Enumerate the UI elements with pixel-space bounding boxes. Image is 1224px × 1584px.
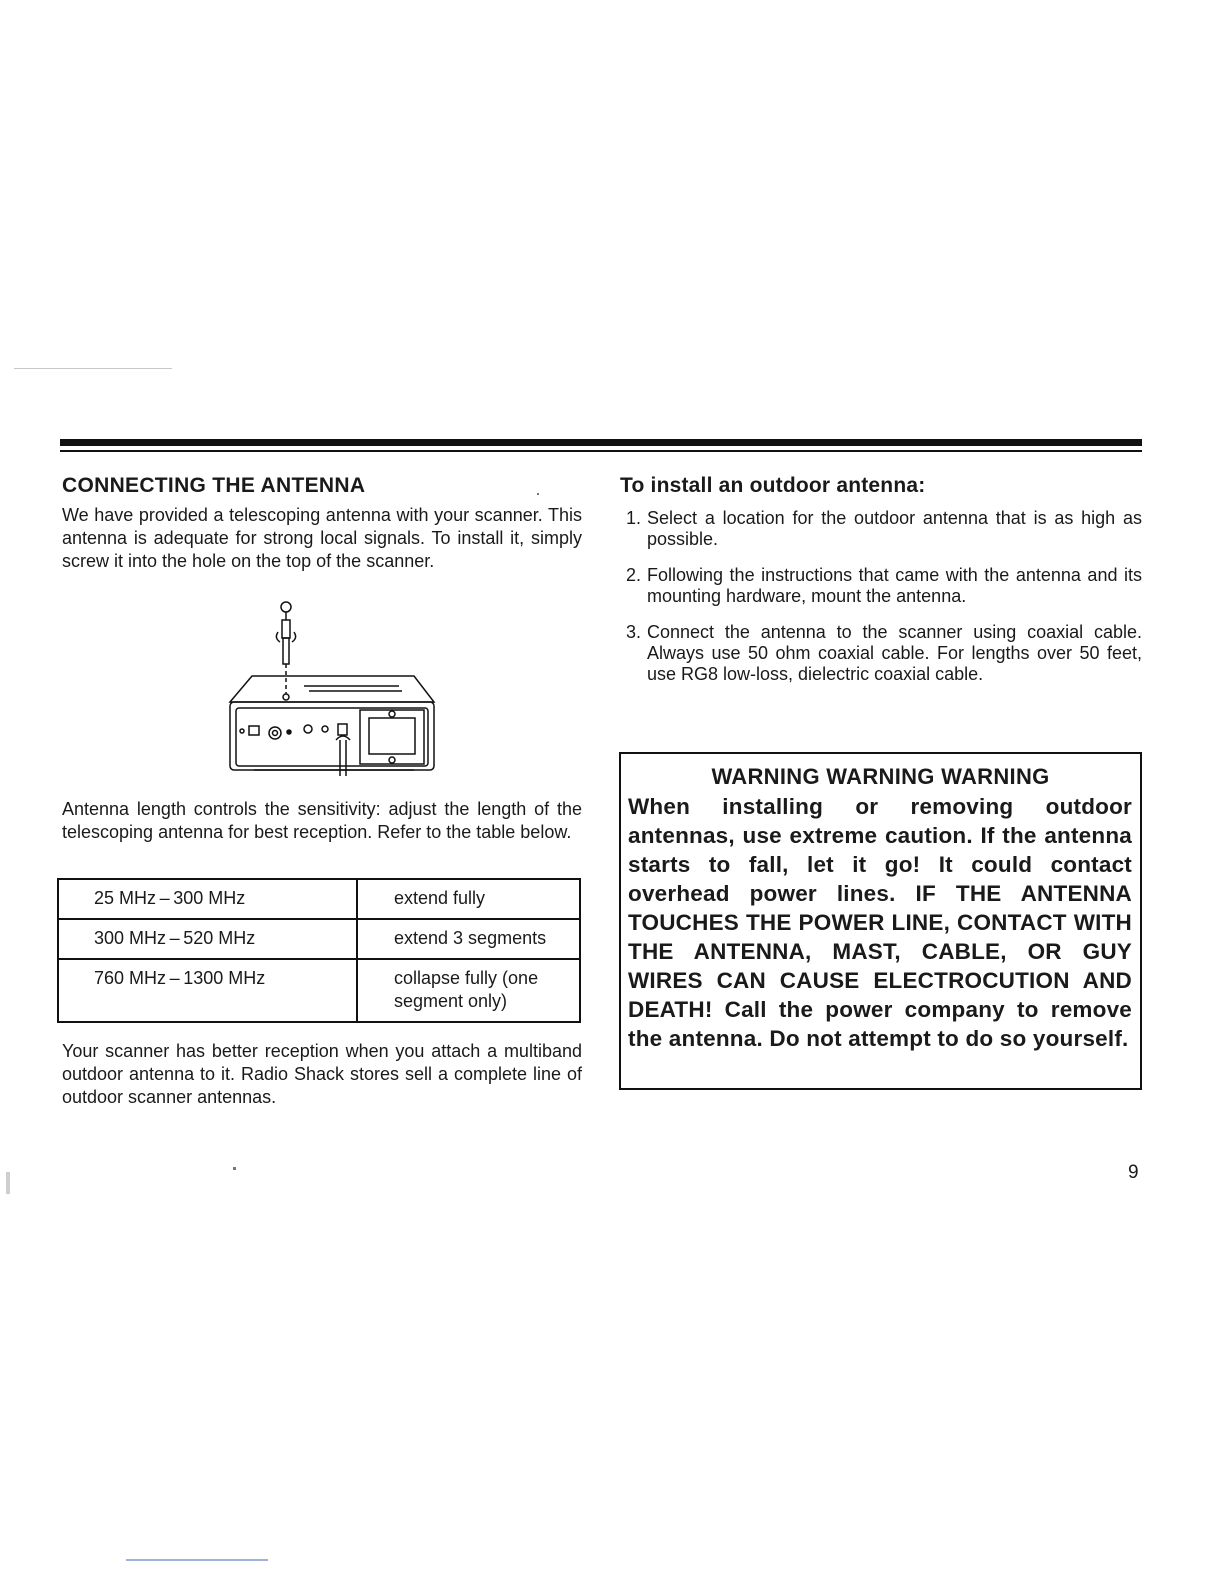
warning-body: When installing or removing outdoor antennas, use extreme caution. If the antenna starts to fall, let it go! It could contact overhead power lines. IF THE ANTENNA TOUCHES THE POWER LINE, CONTACT WITH THE ANTENNA, MAST, CABLE, OR GUY WIRES CAN CAUSE ELECTROCUTION AND DEATH! Call the power company to remove the antenna. Do not attempt to do so yourself.	[628, 794, 1132, 1051]
header-rule-thick	[60, 439, 1142, 446]
scanner-antenna-illustration	[224, 598, 440, 780]
header-rule-thin	[60, 450, 1142, 452]
frequency-range-cell: 25 MHz – 300 MHz	[58, 879, 357, 919]
warning-box	[619, 752, 1142, 1090]
scan-artifact-line	[14, 368, 172, 369]
step-number: 1.	[626, 508, 642, 528]
scan-speck	[233, 1167, 236, 1170]
frequency-range-cell: 300 MHz – 520 MHz	[58, 919, 357, 959]
step-text: Connect the antenna to the scanner using coaxial cable. Always use 50 ohm coaxial cable. For lengths over 50 feet, use RG8 low-loss, dielectric coaxial cable.	[647, 622, 1142, 684]
outdoor-install-title: To install an outdoor antenna:	[620, 474, 926, 497]
step-text: Following the instructions that came with the antenna and its mounting hardware, mount the antenna.	[647, 565, 1142, 606]
frequency-range-cell: 760 MHz – 1300 MHz	[58, 959, 357, 1022]
intro-paragraph: We have provided a telescoping antenna with your scanner. This antenna is adequate for strong local signals. To install it, simply screw it into the hole on the top of the scanner.	[62, 505, 582, 571]
step-number: 2.	[626, 565, 642, 585]
page-number: 9	[1128, 1162, 1139, 1183]
scan-artifact-mark	[6, 1172, 10, 1194]
antenna-setting-cell: extend 3 segments	[357, 919, 580, 959]
list-item	[620, 565, 1142, 607]
section-title: CONNECTING THE ANTENNA	[62, 474, 366, 497]
warning-heading: WARNING WARNING WARNING	[711, 764, 1050, 789]
outdoor-antenna-paragraph: Your scanner has better reception when you attach a multiband outdoor antenna to it. Radio Shack stores sell a complete line of outdoor scanner antennas.	[62, 1041, 582, 1107]
antenna-tip-icon	[281, 602, 291, 612]
table-row	[58, 879, 580, 919]
scan-artifact-line	[126, 1559, 268, 1561]
list-item	[620, 622, 1142, 685]
install-steps-list	[620, 508, 1142, 700]
list-item	[620, 508, 1142, 550]
table-row	[58, 959, 580, 1022]
step-text: Select a location for the outdoor antenna that is as high as possible.	[647, 508, 1142, 549]
table-row	[58, 919, 580, 959]
step-number: 3.	[626, 622, 642, 642]
antenna-setting-cell: extend fully	[357, 879, 580, 919]
sensitivity-paragraph: Antenna length controls the sensitivity: adjust the length of the telescoping antenna for best reception. Refer to the table below.	[62, 799, 582, 842]
scan-speck	[537, 493, 539, 495]
antenna-length-table	[57, 878, 581, 1023]
antenna-setting-cell: collapse fully (one segment only)	[357, 959, 580, 1022]
